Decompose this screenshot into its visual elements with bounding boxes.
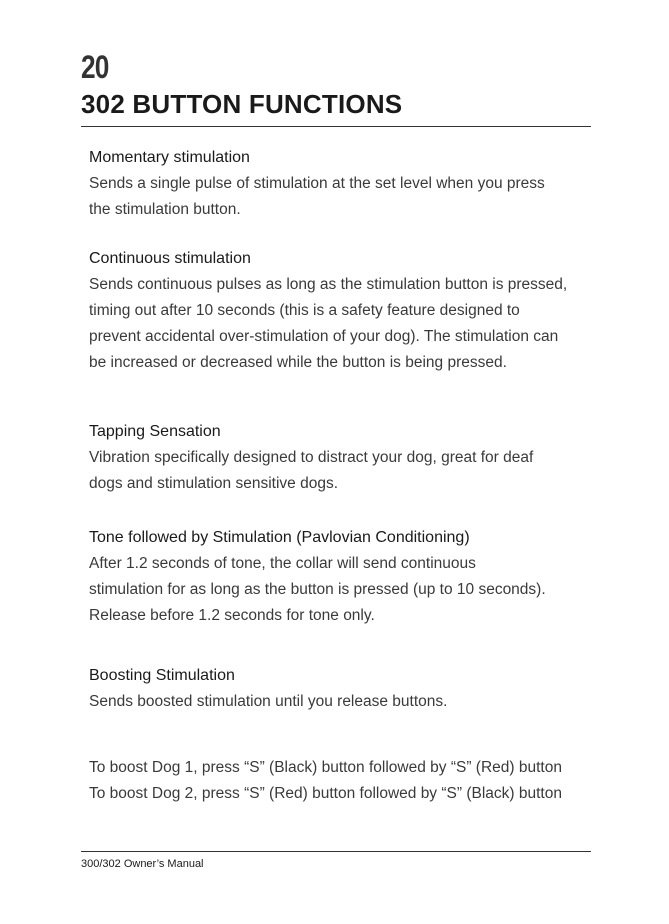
section-heading: Continuous stimulation [89, 250, 251, 267]
section-body: Sends boosted stimulation until you release buttons. [89, 693, 448, 710]
footer-divider [81, 851, 591, 852]
section-body: Vibration specifically designed to distract your dog, great for deaf dogs and stimulation sensitive dogs. [89, 449, 534, 492]
boost-instructions: To boost Dog 1, press “S” (Black) button followed by “S” (Red) button To boost Dog 2, press “S” (Red) button followed by “S” (Black) button [89, 759, 562, 802]
section-heading: Tone followed by Stimulation (Pavlovian Conditioning) [89, 529, 470, 546]
section-momentary-stimulation [89, 145, 609, 223]
title-divider [81, 126, 591, 127]
section-body: Sends a single pulse of stimulation at the set level when you press the stimulation button. [89, 175, 545, 218]
section-body: Sends continuous pulses as long as the stimulation button is pressed, timing out after 10 seconds (this is a safety feature designed to prevent accidental over-stimulation of your dog). The stimulation can be increased or decreased while the button is being pressed. [89, 276, 568, 371]
section-continuous-stimulation [89, 246, 609, 376]
section-boost-instructions [89, 755, 609, 807]
footer-text: 300/302 Owner’s Manual [81, 858, 204, 870]
section-body: After 1.2 seconds of tone, the collar will send continuous stimulation for as long as the button is pressed (up to 10 seconds). Release before 1.2 seconds for tone only. [89, 555, 546, 624]
section-heading: Momentary stimulation [89, 149, 250, 166]
section-heading: Tapping Sensation [89, 423, 221, 440]
section-heading: Boosting Stimulation [89, 667, 235, 684]
page-title: 302 BUTTON FUNCTIONS [81, 89, 403, 119]
page-number: 20 [81, 49, 109, 85]
section-boosting-stimulation [89, 663, 609, 715]
section-tapping-sensation [89, 419, 609, 497]
section-tone-followed-by-stimulation [89, 525, 609, 629]
